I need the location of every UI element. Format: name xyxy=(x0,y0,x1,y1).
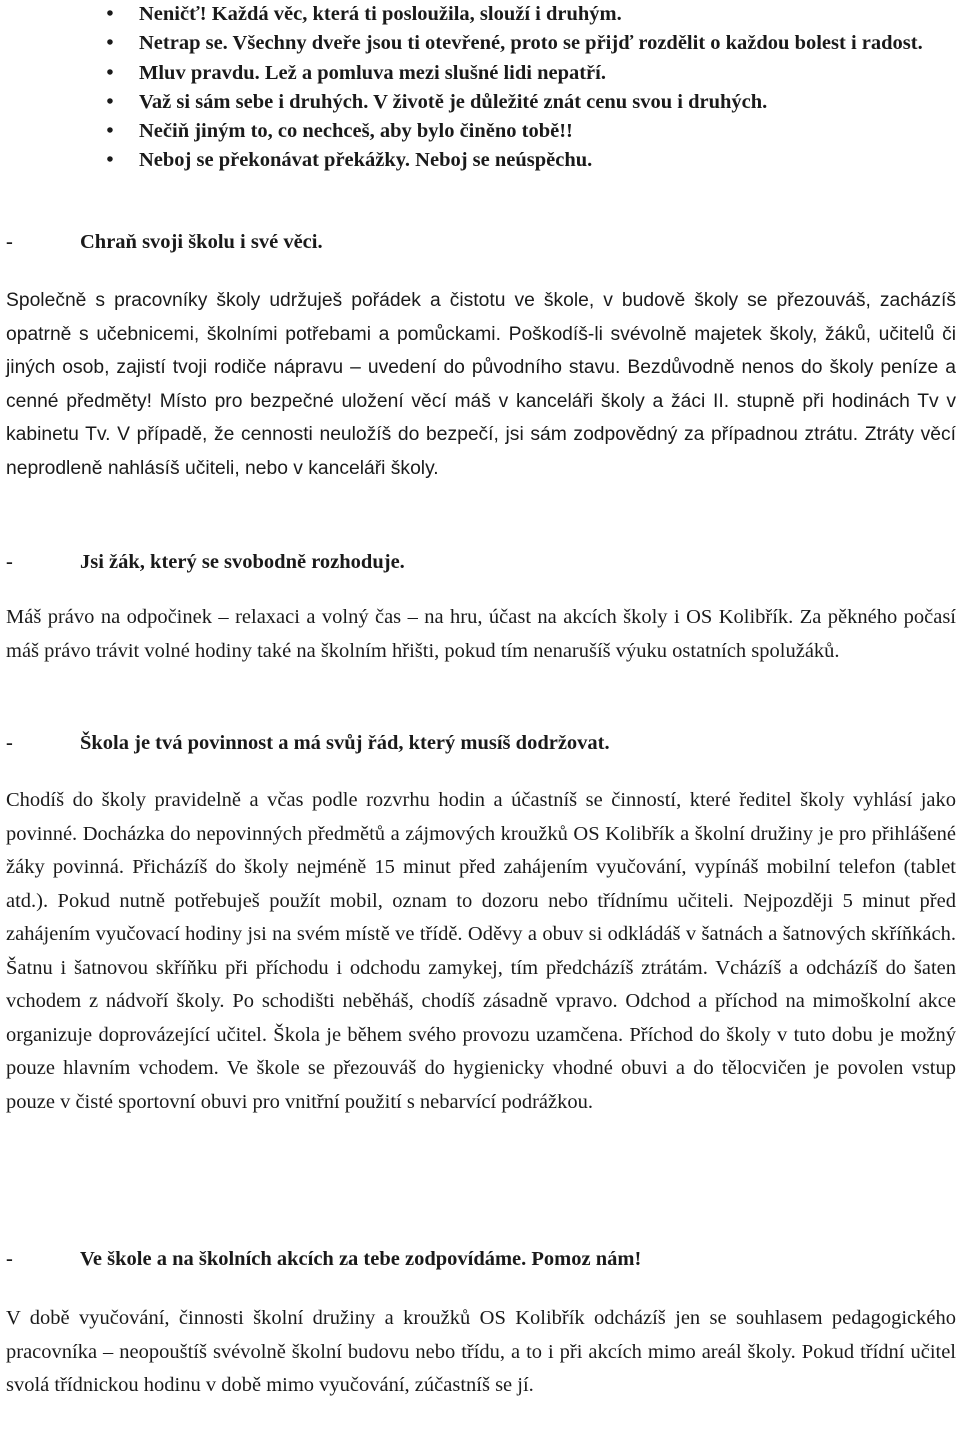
bullet-text: Neničť! Každá věc, která ti posloužila, slouží i druhým. xyxy=(139,3,622,25)
list-item xyxy=(0,117,960,146)
heading-dash: - xyxy=(6,231,13,253)
section-paragraph: V době vyučování, činnosti školní družiny a kroužků OS Kolibřík odcházíš jen se souhlasem pedagogického pracovníka – neopouštíš svévolně školní budovu nebo třídu, a to i při akcích mimo areál školy. Pokud třídní učitel svolá třídnickou hodinu v době mimo vyučování, zúčastníš se jí. xyxy=(6,1307,956,1396)
heading-dash: - xyxy=(6,732,13,754)
bullet-icon: • xyxy=(106,90,114,113)
list-item xyxy=(0,88,960,117)
section-heading xyxy=(6,729,946,757)
bullet-text: Neboj se překonávat překážky. Neboj se neúspěchu. xyxy=(139,149,593,172)
bullet-icon: • xyxy=(106,120,114,143)
bullet-text: Važ si sám sebe i druhých. V životě je důležité znát cenu svou i druhých. xyxy=(139,90,768,113)
list-item xyxy=(0,146,960,175)
list-item xyxy=(0,0,960,29)
bullet-icon: • xyxy=(106,3,114,25)
section-heading xyxy=(6,228,946,256)
section-paragraph: Máš právo na odpočinek – relaxaci a volný čas – na hru, účast na akcích školy i OS Kolibřík. Za pěkného počasí máš právo trávit volné hodiny také na školním hřišti, pokud tím nenarušíš výuku ostatních spolužáků. xyxy=(6,606,956,662)
bullet-text: Nečiň jiným to, co nechceš, aby bylo činěno tobě!! xyxy=(139,120,573,143)
section-heading xyxy=(6,1245,946,1273)
heading-dash: - xyxy=(6,551,13,573)
section-paragraph: Chodíš do školy pravidelně a včas podle rozvrhu hodin a účastníš se činností, které ředitel školy vyhlásí jako povinné. Docházka do nepovinných předmětů a zájmových kroužků OS Kolibřík a školní družiny je pro přihlášené žáky povinná. Přicházíš do školy nejméně 15 minut před zahájením vyučování, vypínáš mobilní telefon (tablet atd.). Pokud nutně potřebuješ použít mobil, oznam to dozoru nebo třídnímu učiteli. Nejpozději 5 minut před zahájením vyučovací hodiny jsi na svém místě ve třídě. Oděvy a obuv si odkládáš v šatnách a šatnových skříňkách. Šatnu i šatnovou skříňku při příchodu i odchodu zamykej, tím předcházíš ztrátám. Vcházíš a odcházíš do šaten vchodem z nádvoří školy. Po schodišti neběháš, chodíš zásadně vpravo. Odchod a příchod na mimoškolní akce organizuje doprovázející učitel. Škola je během svého provozu uzamčena. Příchod do školy v tuto dobu je možný pouze hlavním vchodem. Ve škole se přezouváš do hygienicky vhodné obuvi a do tělocvičen je povolen vstup pouze v čisté sportovní obuvi pro vnitřní použití s nebarvící podrážkou. xyxy=(6,789,956,1113)
section-heading xyxy=(6,548,946,576)
bullet-text: Mluv pravdu. Lež a pomluva mezi slušné lidi nepatří. xyxy=(139,61,606,84)
list-item xyxy=(0,59,960,88)
heading-dash: - xyxy=(6,1248,13,1270)
heading-text: Jsi žák, který se svobodně rozhoduje. xyxy=(80,551,405,573)
list-item xyxy=(0,29,960,58)
heading-text: Ve škole a na školních akcích za tebe zodpovídáme. Pomoz nám! xyxy=(80,1248,642,1270)
bullet-icon: • xyxy=(106,32,114,55)
heading-text: Chraň svoji školu i své věci. xyxy=(80,231,323,253)
bullet-text: Netrap se. Všechny dveře jsou ti otevřené, proto se přijď rozdělit o každou bolest i radost. xyxy=(139,32,923,55)
section-paragraph: Společně s pracovníky školy udržuješ pořádek a čistotu ve škole, v budově školy se přezouváš, zacházíš opatrně s učebnicemi, školními potřebami a pomůckami. Poškodíš-li svévolně majetek školy, žáků, učitelů či jiných osob, zajistí tvoji rodiče nápravu – uvedení do původního stavu. Bezdůvodně nenos do školy peníze a cenné předměty! Místo pro bezpečné uložení věcí máš v kanceláři školy a žáci II. stupně při hodinách Tv v kabinetu Tv. V případě, že cennosti neuložíš do bezpečí, jsi sám zodpovědný za případnou ztrátu. Ztráty věcí neprodleně nahlásíš učiteli, nebo v kanceláři školy. xyxy=(6,290,956,479)
bullet-icon: • xyxy=(106,61,114,84)
rules-bullet-list xyxy=(0,0,960,176)
heading-text: Škola je tvá povinnost a má svůj řád, který musíš dodržovat. xyxy=(80,732,610,754)
bullet-icon: • xyxy=(106,149,114,172)
